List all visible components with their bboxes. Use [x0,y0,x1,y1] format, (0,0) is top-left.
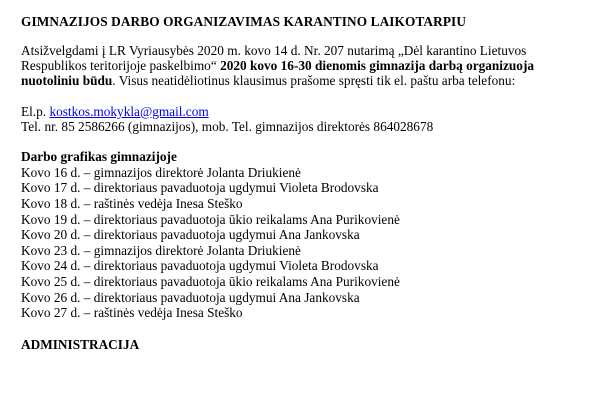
email-label: El.p. [21,103,50,119]
spacer [21,89,580,104]
intro-bold-text: 2020 kovo 16-30 dienomis gimnazija darbą organizuoja nuotoliniu būdu [21,58,535,89]
schedule-item: Kovo 23 d. – gimnazijos direktorė Jolanta Driukienė [21,242,301,258]
document-title: GIMNAZIJOS DARBO ORGANIZAVIMAS KARANTINO LAIKOTARPIU [21,14,467,29]
schedule-item: Kovo 18 d. – raštinės vedėja Inesa Steško [21,195,243,211]
schedule-item: Kovo 25 d. – direktoriaus pavaduotoja ūkio reikalams Ana Purikovienė [21,273,400,289]
spacer [21,321,580,337]
schedule-item: Kovo 24 d. – direktoriaus pavaduotoja ugdymui Violeta Brodovska [21,258,379,274]
schedule-item: Kovo 19 d. – direktoriaus pavaduotoja ūkio reikalams Ana Purikovienė [21,211,400,227]
schedule-item: Kovo 20 d. – direktoriaus pavaduotoja ugdymui Ana Jankovska [21,227,360,243]
email-link[interactable]: kostkos.mokykla@gmail.com [49,103,209,119]
email-line [21,104,580,119]
intro-paragraph [21,43,580,89]
schedule-title: Darbo grafikas gimnazijoje [21,149,177,165]
schedule-list [21,165,580,321]
schedule-item: Kovo 27 d. – raštinės vedėja Inesa Steško [21,305,243,321]
schedule-item: Kovo 17 d. – direktoriaus pavaduotoja ugdymui Violeta Brodovska [21,180,379,196]
phone-line: Tel. nr. 85 2586266 (gimnazijos), mob. Tel. gimnazijos direktorės 864028678 [21,118,434,134]
intro-text-start: Atsižvelgdami į LR Vyriausybės 2020 m. kovo 14 d. Nr. 207 nutarimą „Dėl karantino Lietuvos Respublikos teritorijoje paskelbimo“ [21,43,527,74]
intro-text-end: . Visus neatidėliotinus klausimus prašome spręsti tik el. paštu arba telefonu: [112,73,516,89]
schedule-item: Kovo 16 d. – gimnazijos direktorė Jolanta Driukienė [21,164,301,180]
spacer [21,134,580,149]
schedule-item: Kovo 26 d. – direktoriaus pavaduotoja ugdymui Ana Jankovska [21,289,360,305]
administration-heading: ADMINISTRACIJA [21,336,140,352]
